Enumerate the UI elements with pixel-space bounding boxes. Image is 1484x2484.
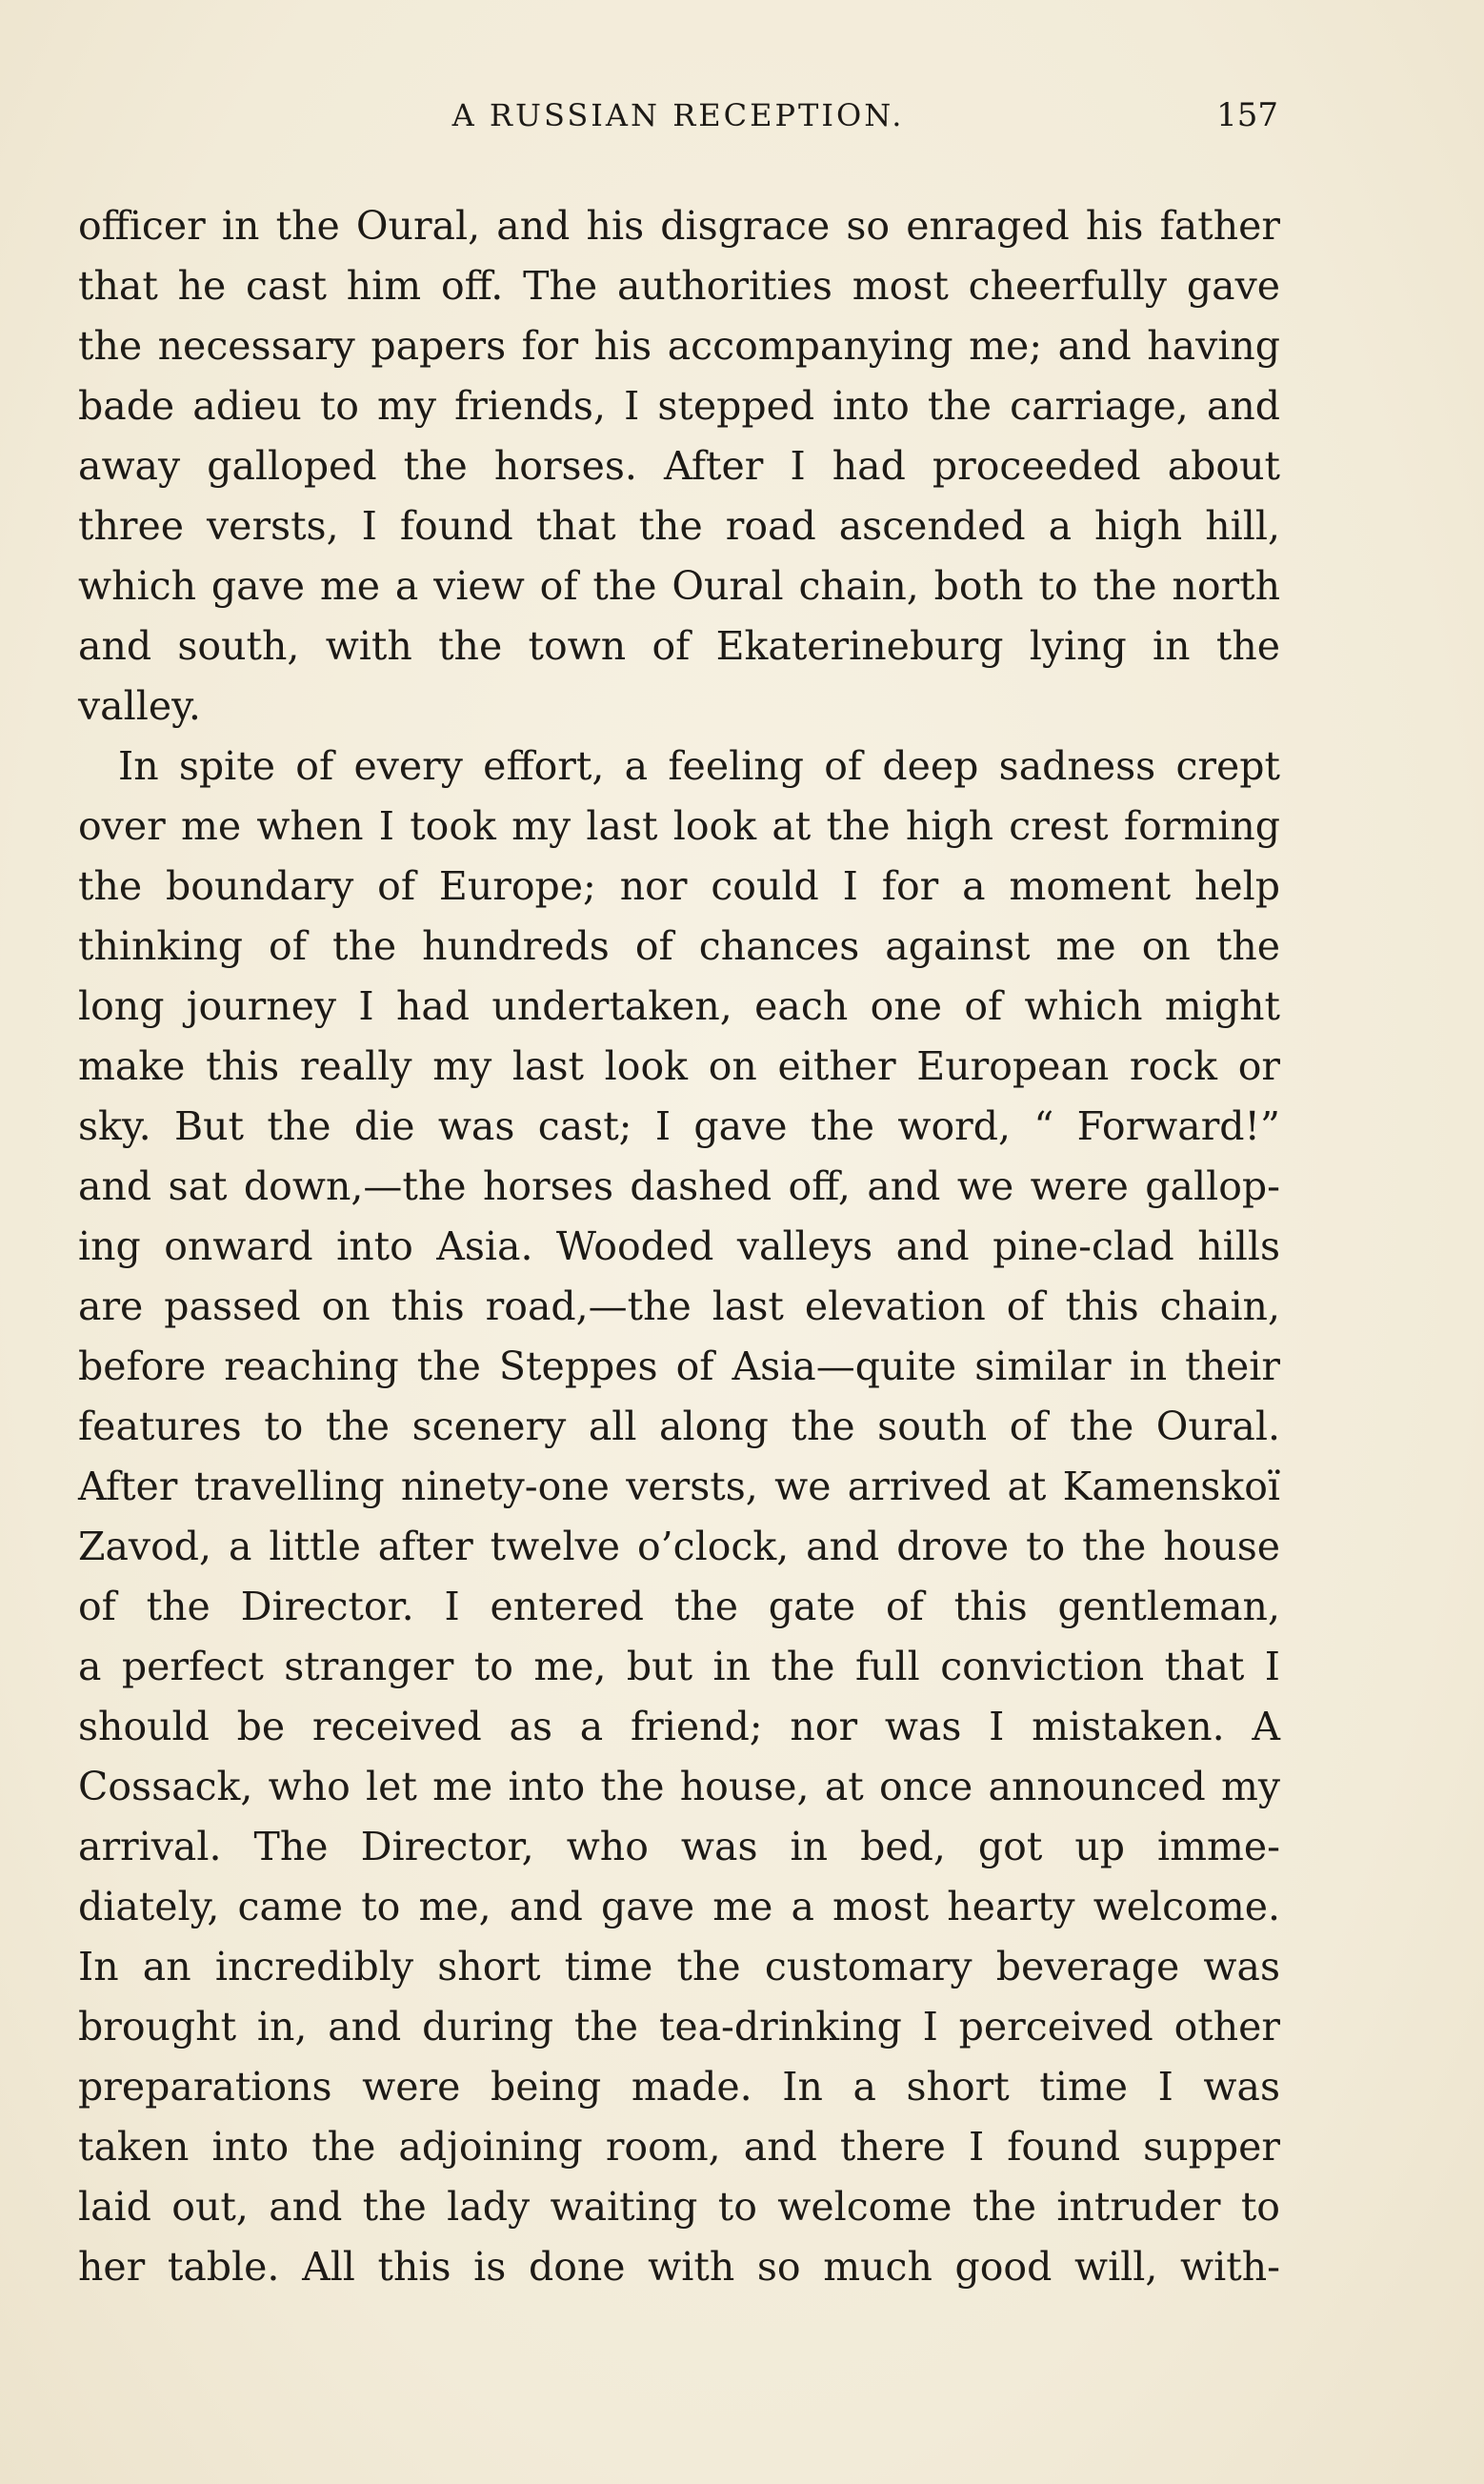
text-line: brought in, and during the tea-drinking I perceived other [78,2004,1280,2050]
running-title: A RUSSIAN RECEPTION. [451,97,905,133]
text-line: over me when I took my last look at the high crest forming [78,803,1280,849]
text-line: Cossack, who let me into the house, at once announced my [78,1764,1280,1809]
text-line: taken into the adjoining room, and there I found supper [78,2124,1280,2170]
text-line: preparations were being made. In a short time I was [78,2064,1280,2110]
text-line: bade adieu to my friends, I stepped into the carriage, and [78,383,1280,429]
text-line: before reaching the Steppes of Asia—quite similar in their [78,1343,1280,1389]
text-line: After travelling ninety-one versts, we arrived at Kamenskoï [78,1464,1280,1509]
text-line: diately, came to me, and gave me a most hearty welcome. [78,1884,1280,1929]
text-line: that he cast him off. The authorities most cheerfully gave [78,263,1280,309]
text-line: three versts, I found that the road ascended a high hill, [78,503,1280,549]
page-number: 157 [1216,96,1278,134]
text-line: In spite of every effort, a feeling of deep sadness crept [118,743,1280,789]
text-line: valley. [78,683,201,729]
text-line: Zavod, a little after twelve o’clock, and drove to the house [78,1524,1280,1569]
text-line: laid out, and the lady waiting to welcome the intruder to [78,2184,1280,2230]
text-line: sky. But the die was cast; I gave the word, “ Forward!” [78,1103,1280,1149]
text-line: should be received as a friend; nor was I mistaken. A [78,1704,1280,1749]
text-line: a perfect stranger to me, but in the full conviction that I [78,1644,1280,1689]
text-line: of the Director. I entered the gate of this gentleman, [78,1584,1280,1629]
text-line: the necessary papers for his accompanying me; and having [78,323,1280,369]
text-line: and sat down,—the horses dashed off, and we were gallop- [78,1163,1280,1209]
text-line: the boundary of Europe; nor could I for a moment help [78,863,1280,909]
text-line: arrival. The Director, who was in bed, got up imme- [78,1824,1280,1869]
text-line: officer in the Oural, and his disgrace so enraged his father [78,203,1280,249]
text-line: her table. All this is done with so much good will, with- [78,2244,1280,2290]
body-text [78,196,1280,2297]
text-line: features to the scenery all along the south of the Oural. [78,1404,1280,1449]
running-head [78,93,1278,137]
text-line: are passed on this road,—the last elevation of this chain, [78,1283,1280,1329]
text-line: make this really my last look on either European rock or [78,1043,1280,1089]
text-line: and south, with the town of Ekaterineburg lying in the [78,623,1280,669]
text-line: long journey I had undertaken, each one of which might [78,983,1280,1029]
text-line: away galloped the horses. After I had proceeded about [78,443,1280,489]
text-line: ing onward into Asia. Wooded valleys and pine-clad hills [78,1223,1280,1269]
text-line: In an incredibly short time the customary beverage was [78,1944,1280,1989]
text-line: which gave me a view of the Oural chain, both to the north [78,563,1280,609]
text-line: thinking of the hundreds of chances against me on the [78,923,1280,969]
